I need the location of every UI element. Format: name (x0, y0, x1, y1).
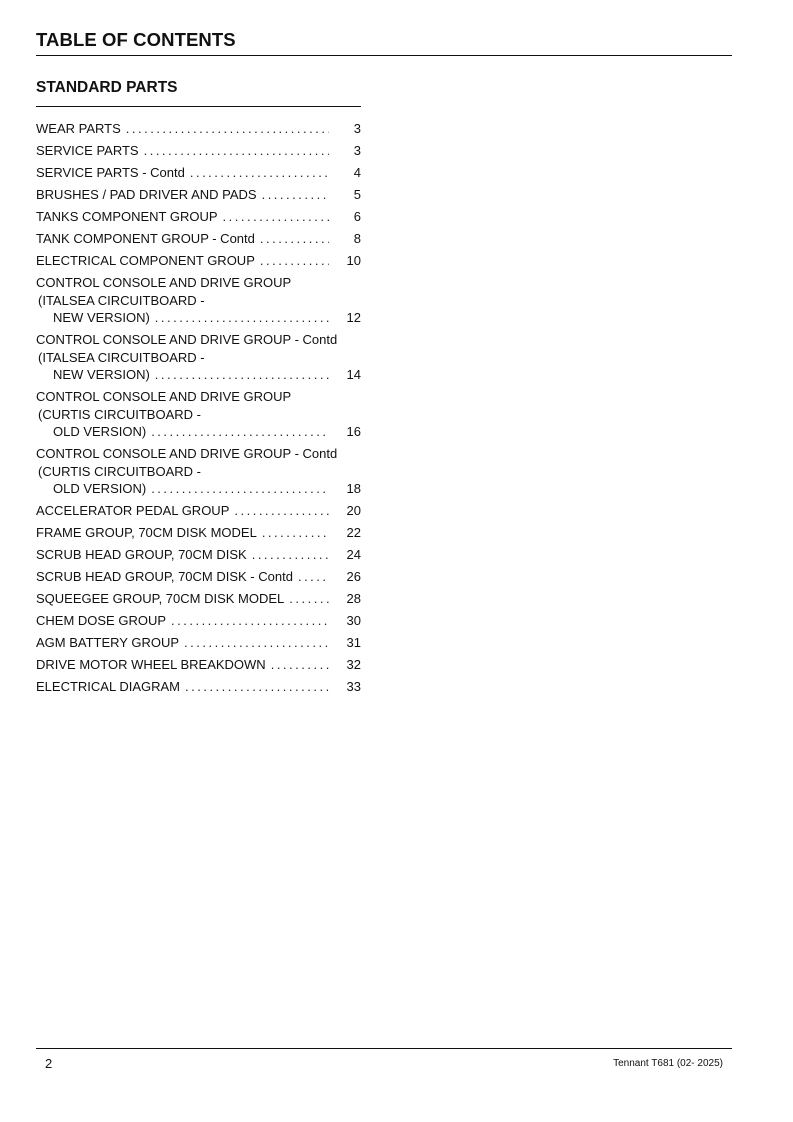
toc-page-number: 3 (353, 143, 361, 158)
toc-entry[interactable] (36, 634, 361, 652)
toc-entry-text: AGM BATTERY GROUP (36, 635, 180, 650)
toc-entry-text: (ITALSEA CIRCUITBOARD - (38, 349, 205, 365)
toc-entry[interactable] (36, 524, 361, 542)
toc-page-number: 33 (346, 679, 361, 694)
toc-entry-line (36, 612, 361, 630)
toc-dot-leader (260, 230, 329, 248)
toc-page-number: 18 (346, 481, 361, 496)
toc-dot-leader (289, 590, 329, 608)
toc-entry-text: SERVICE PARTS (36, 143, 139, 158)
toc-entry-text: BRUSHES / PAD DRIVER AND PADS (36, 187, 257, 202)
toc-dot-leader (155, 366, 329, 384)
toc-entry-line (36, 678, 361, 696)
toc-entry[interactable] (36, 388, 361, 441)
toc-entry-text: NEW VERSION) (53, 310, 150, 325)
toc-entry-text: OLD VERSION) (53, 481, 147, 496)
toc-entry-line (36, 142, 361, 160)
toc-page-number: 24 (346, 547, 361, 562)
toc-dot-leader (234, 502, 329, 520)
toc-page-number: 10 (346, 253, 361, 268)
toc-entry-text: (CURTIS CIRCUITBOARD - (38, 463, 201, 479)
toc-page-number: 12 (346, 310, 361, 325)
toc-entry-text: CONTROL CONSOLE AND DRIVE GROUP (36, 275, 292, 290)
toc-page-number: 5 (353, 187, 361, 202)
toc-entry-line (36, 366, 361, 384)
toc-entry-text: TANK COMPONENT GROUP - Contd (36, 231, 255, 246)
toc-entry[interactable] (36, 120, 361, 138)
toc-entry-line (36, 164, 361, 182)
toc-entry-text: CONTROL CONSOLE AND DRIVE GROUP - Contd (36, 332, 338, 347)
toc-entry-text: (ITALSEA CIRCUITBOARD - (38, 292, 205, 308)
toc-page-number: 26 (346, 569, 361, 584)
toc-dot-leader (171, 612, 329, 630)
toc-page-number: 16 (346, 424, 361, 439)
toc-dot-leader (144, 142, 329, 160)
toc-dot-leader (262, 186, 329, 204)
toc-entry-text: TANKS COMPONENT GROUP (36, 209, 218, 224)
toc-page-number: 14 (346, 367, 361, 382)
toc-entry-line (36, 423, 361, 441)
toc-dot-leader (155, 309, 329, 327)
toc-page-number: 31 (346, 635, 361, 650)
toc-entry-text: FRAME GROUP, 70CM DISK MODEL (36, 525, 257, 540)
toc-page-number: 22 (346, 525, 361, 540)
section-title: STANDARD PARTS (36, 79, 178, 96)
toc-entry[interactable] (36, 612, 361, 630)
toc-entry[interactable] (36, 274, 361, 327)
toc-entry-line (36, 656, 361, 674)
toc-entry[interactable] (36, 445, 361, 498)
toc-entry-text: CHEM DOSE GROUP (36, 613, 167, 628)
toc-entry[interactable] (36, 252, 361, 270)
toc-dot-leader (298, 568, 329, 586)
toc-entry[interactable] (36, 142, 361, 160)
toc-entry[interactable] (36, 164, 361, 182)
toc-dot-leader (151, 480, 329, 498)
toc-entry-text: DRIVE MOTOR WHEEL BREAKDOWN (36, 657, 266, 672)
footer-divider (36, 1048, 732, 1049)
toc-dot-leader (271, 656, 329, 674)
toc-entry-text: (CURTIS CIRCUITBOARD - (38, 406, 201, 422)
toc-entry-line (36, 546, 361, 564)
toc-entry-text: SCRUB HEAD GROUP, 70CM DISK - Contd (36, 569, 293, 584)
toc-entry-text: OLD VERSION) (53, 424, 147, 439)
toc-entry-line (36, 634, 361, 652)
toc-page-number: 6 (353, 209, 361, 224)
toc-entry[interactable] (36, 590, 361, 608)
toc-page-number: 20 (346, 503, 361, 518)
toc-dot-leader (185, 678, 329, 696)
footer-document-id: Tennant T681 (02- 2025) (613, 1058, 723, 1069)
toc-dot-leader (126, 120, 329, 138)
toc-entry-line (36, 568, 361, 586)
toc-entry-text: NEW VERSION) (53, 367, 150, 382)
page-title: TABLE OF CONTENTS (36, 29, 236, 50)
toc-entry-line (36, 230, 361, 248)
toc-entry-text: ELECTRICAL COMPONENT GROUP (36, 253, 255, 268)
toc-entry-line (36, 524, 361, 542)
title-divider (36, 55, 732, 56)
toc-entry-text: SERVICE PARTS - Contd (36, 165, 185, 180)
toc-entry[interactable] (36, 208, 361, 226)
toc-entry-text: CONTROL CONSOLE AND DRIVE GROUP (36, 389, 292, 404)
toc-entry[interactable] (36, 546, 361, 564)
toc-entry-text: SQUEEGEE GROUP, 70CM DISK MODEL (36, 591, 285, 606)
section-divider (36, 106, 361, 107)
toc-entry[interactable] (36, 568, 361, 586)
table-of-contents (36, 120, 361, 700)
toc-entry-line (36, 208, 361, 226)
toc-dot-leader (184, 634, 329, 652)
toc-entry-line (36, 502, 361, 520)
toc-page-number: 4 (353, 165, 361, 180)
toc-entry[interactable] (36, 656, 361, 674)
toc-dot-leader (151, 423, 329, 441)
toc-entry[interactable] (36, 186, 361, 204)
toc-entry-text: SCRUB HEAD GROUP, 70CM DISK (36, 547, 247, 562)
toc-entry[interactable] (36, 331, 361, 384)
toc-entry-line (36, 186, 361, 204)
toc-page-number: 8 (353, 231, 361, 246)
toc-entry-text: WEAR PARTS (36, 121, 121, 136)
toc-page-number: 30 (346, 613, 361, 628)
footer-page-number: 2 (45, 1056, 53, 1071)
toc-entry-text: ELECTRICAL DIAGRAM (36, 679, 180, 694)
toc-dot-leader (223, 208, 329, 226)
toc-dot-leader (190, 164, 329, 182)
toc-entry-line (36, 480, 361, 498)
toc-page-number: 3 (353, 121, 361, 136)
toc-page-number: 32 (346, 657, 361, 672)
toc-entry-text: CONTROL CONSOLE AND DRIVE GROUP - Contd (36, 446, 338, 461)
toc-entry-line (36, 120, 361, 138)
toc-page-number: 28 (346, 591, 361, 606)
toc-dot-leader (260, 252, 329, 270)
toc-dot-leader (252, 546, 329, 564)
toc-entry-line (36, 252, 361, 270)
toc-entry[interactable] (36, 502, 361, 520)
toc-entry[interactable] (36, 678, 361, 696)
toc-dot-leader (262, 524, 329, 542)
toc-entry[interactable] (36, 230, 361, 248)
toc-entry-line (36, 590, 361, 608)
toc-entry-line (36, 309, 361, 327)
toc-entry-text: ACCELERATOR PEDAL GROUP (36, 503, 230, 518)
